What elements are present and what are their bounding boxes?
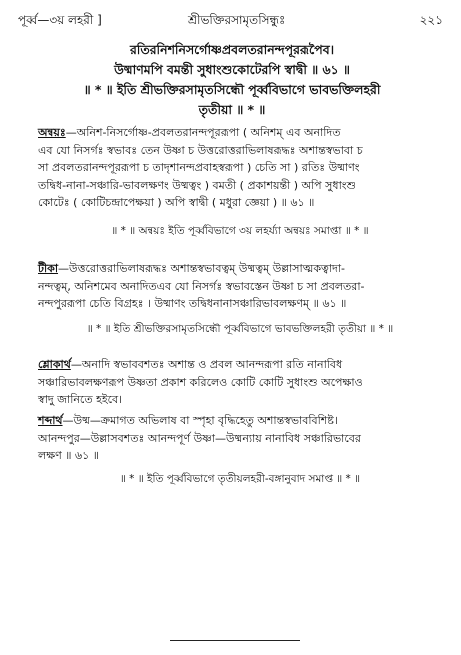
shabdartha-label: শব্দার্থ	[38, 414, 63, 427]
anvaya-section	[38, 124, 438, 212]
anvaya-line: এব যো নিসর্গঃ স্বভাবঃ তেন উষ্ণা চ উত্তরোত্তরাভিলাষরূদ্ধঃ অশান্তস্বভাবা চ	[38, 143, 363, 157]
footer-rule	[170, 640, 300, 641]
anvaya-line: তদ্বিধ-নানা-সঞ্চারি-ভাবলক্ষণং উষ্মত্বং ) বমতী ( প্রকাশয়ন্তী ) অপি সুধাংশু	[38, 178, 356, 192]
shlokartha-line: স্বাদু জানিতে হইবে।	[38, 393, 123, 406]
anvaya-end-note: ॥ * ॥ অন্বয়ঃ ইতি পূর্ব্ববিভাগে ৩য় লহর্য্যা অন্বয়ঃ সমাপ্তা ॥ * ॥	[111, 225, 369, 237]
running-header	[18, 12, 443, 32]
shabdartha-section	[38, 412, 438, 465]
tika-line: নন্দত্বম্, অনিশমেব অনাদিতএব যো নিসর্গঃ স্বভাবস্তেন উষ্ণা চ সা প্রবলতরা-	[38, 279, 365, 293]
shlokartha-label: শ্লোকার্থ	[38, 358, 71, 371]
chapter-colophon-line-1: ॥ * ॥ ইতি শ্রীভক্তিরসামৃতসিন্ধৌ পূর্ব্ববিভাগে ভাবভক্তিলহরী	[83, 82, 381, 97]
sanskrit-verse	[18, 40, 446, 120]
shlokartha-line: —অনাদি স্বভাববশতঃ অশান্ত ও প্রবল আনন্দরূপা রতি নানাবিধ	[70, 358, 343, 371]
page-number: ২২১	[419, 13, 443, 27]
anvaya-line: সা প্রবলতরানন্দপূররূপা চ তাদৃশানন্দপ্রবাহস্বরূপা ) চেতি সা ) রতিঃ উষ্মাণং	[38, 161, 360, 174]
anvaya-label: অন্বয়ঃ	[38, 126, 66, 139]
translation-end-note: ॥ * ॥ ইতি পূর্ব্ববিভাগে তৃতীয়লহরী-বঙ্গানুবাদ সমাপ্ত ॥ * ॥	[119, 473, 361, 485]
tika-line: নন্দপুররূপা চেতি বিগ্রহঃ । উষ্মাণং তদ্বিধনানাসঞ্চারিভাবলক্ষণম্ ॥ ৬১ ॥	[38, 297, 347, 310]
anvaya-line: কোটেঃ ( কোটিচন্দ্রাপেক্ষয়া ) অপি স্বাদ্বী ( মধুরা জ্ঞেয়া ) ॥ ৬১ ॥	[38, 196, 315, 209]
shabdartha-line: —উষ্ম—ক্রমাগত অভিলাষ বা স্পৃহা বৃদ্ধিহেতু অশান্তস্বভাববিশিষ্ট।	[62, 414, 338, 427]
tika-label: টীকা	[38, 262, 59, 275]
header-book-title: শ্রীভক্তিরসামৃতসিন্ধুঃ	[188, 13, 286, 27]
header-left: পূর্ব্ব—৩য় লহরী ]	[18, 13, 102, 27]
verse-line-2: উষ্মাণমপি বমন্তী সুধাংশুকোটেরপি স্বাদ্বী ॥ ৬১ ॥	[114, 62, 350, 77]
shlokartha-section	[38, 356, 438, 409]
verse-line-1: রতিরনিশনিসর্গোষ্ণপ্রবলতরানন্দপূররূপৈব।	[129, 42, 335, 57]
tika-end-note: ॥ * ॥ ইতি শ্রীভক্তিরসামৃতসিন্ধৌ পূর্ব্ববিভাগে ভাবভক্তিলহরী তৃতীয়া ॥ * ॥	[86, 323, 394, 335]
tika-section	[38, 260, 438, 313]
shlokartha-line: সঞ্চারিভাবলক্ষণরূপ উষ্ণতা প্রকাশ করিলেও কোটি কোটি সুধাংশু অপেক্ষাও	[38, 375, 363, 389]
anvaya-line: —অনিশ-নিসর্গোষ্ণ-প্রবলতরানন্দপূররূপা ( অনিশম্ এব অনাদিত	[65, 126, 341, 139]
shabdartha-line: আনন্দপুর—উল্লাসবশতঃ আনন্দপূর্ণ উষ্ণা—উষ্মন্যায় নানাবিধ সঞ্চারিভাবের	[38, 431, 361, 445]
tika-line: —উত্তরোত্তরাভিলাষরূদ্ধঃ অশান্তস্বভাবত্বম্ উষ্মত্বম্ উল্লাসাত্মকত্বাদা-	[58, 262, 345, 275]
shabdartha-line: লক্ষণ ॥ ৬১ ॥	[38, 449, 99, 462]
chapter-colophon-line-2: তৃতীয়া ॥ * ॥	[198, 102, 266, 117]
